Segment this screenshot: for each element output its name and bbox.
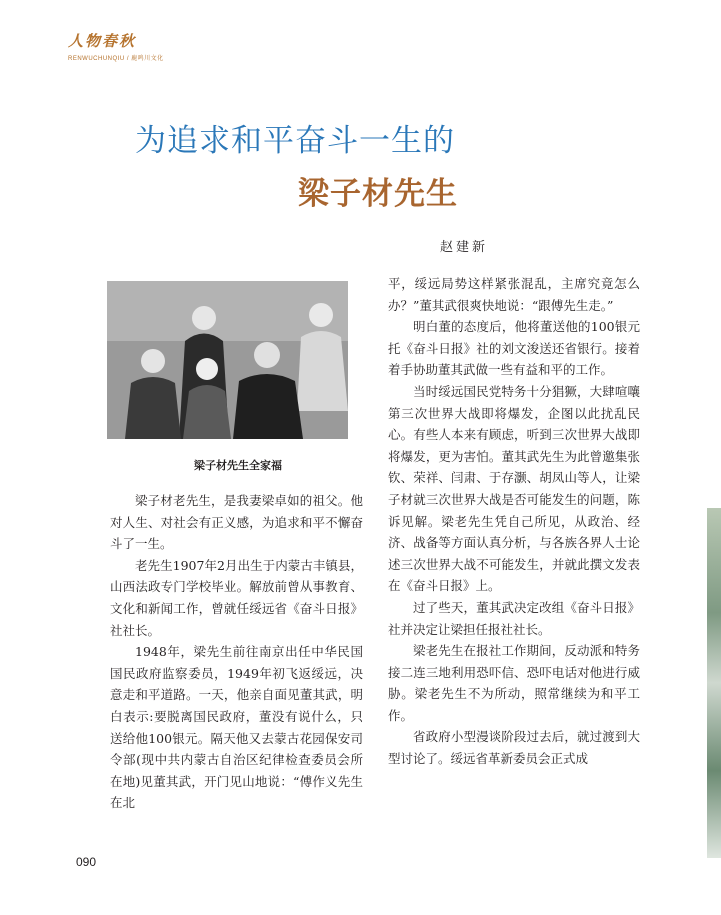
section-header xyxy=(68,30,164,62)
section-title: 人物春秋 xyxy=(68,32,137,50)
paragraph: 梁子材老先生，是我妻梁卓如的祖父。他对人生、对社会有正义感，为追求和平不懈奋斗了一生。 xyxy=(110,493,363,552)
paragraph: 省政府小型漫谈阶段过去后，就过渡到大型讨论了。绥远省革新委员会正式成 xyxy=(388,729,640,767)
paragraph: 平，绥远局势这样紧张混乱，主席究竟怎么办？”董其武很爽快地说：“跟傅先生走。” xyxy=(388,276,640,313)
page-number: 090 xyxy=(76,855,97,869)
article-title-line1: 为追求和平奋斗一生的 xyxy=(135,123,455,159)
paragraph: 明白董的态度后，他将董送他的100银元托《奋斗日报》社的刘文浚送还省银行。接着着手协助董其武做一些有益和平的工作。 xyxy=(388,319,640,378)
article-title-line2: 梁子材先生 xyxy=(298,176,458,212)
paragraph: 老先生1907年2月出生于内蒙古丰镇县，山西法政专门学校毕业。解放前曾从事教育、文化和新闻工作，曾就任绥远省《奋斗日报》社社长。 xyxy=(110,557,363,638)
photo-caption: 梁子材先生全家福 xyxy=(194,459,282,472)
right-column xyxy=(388,273,640,770)
adjacent-page-image-edge xyxy=(707,508,721,858)
left-column xyxy=(110,490,363,814)
paragraph: 1948年，梁先生前往南京出任中华民国国民政府监察委员，1949年初飞返绥远，决意走和平道路。一天，他亲自面见董其武，明白表示:要脱离国民政府，董没有说什么，只送给他100银元。隔天他又去蒙古花园保安司令部(现中共内蒙古自治区纪律检查委员会所在地)见董其武，开门见山地说：“傅作义先生在北 xyxy=(110,644,363,811)
paragraph: 当时绥远国民党特务十分猖獗，大肆喧嚷第三次世界大战即将爆发，企图以此扰乱民心。有些人本来有顾虑，听到三次世界大战即将爆发，更为害怕。董其武先生为此曾邀集张钦、荣祥、闫肃、于存灏、胡凤山等人，让梁子材就三次世界大战是否可能发生的问题，陈诉见解。梁老先生凭自己所见，从政治、经济、战备等方面认真分析，与各族各界人士论述三次世界大战不可能发生，并就此撰文发表在《奋斗日报》上。 xyxy=(388,383,640,594)
paragraph: 梁老先生在报社工作期间，反动派和特务接二连三地利用恐吓信、恐吓电话对他进行威胁。梁老先生不为所动，照常继续为和平工作。 xyxy=(388,643,640,723)
family-photo xyxy=(107,281,348,439)
section-subtitle: RENWUCHUNQIU / 鹿鸣川文化 xyxy=(68,56,164,62)
paragraph: 过了些天，董其武决定改组《奋斗日报》社并决定让梁担任报社社长。 xyxy=(388,599,640,637)
article-author: 赵建新 xyxy=(440,240,489,255)
